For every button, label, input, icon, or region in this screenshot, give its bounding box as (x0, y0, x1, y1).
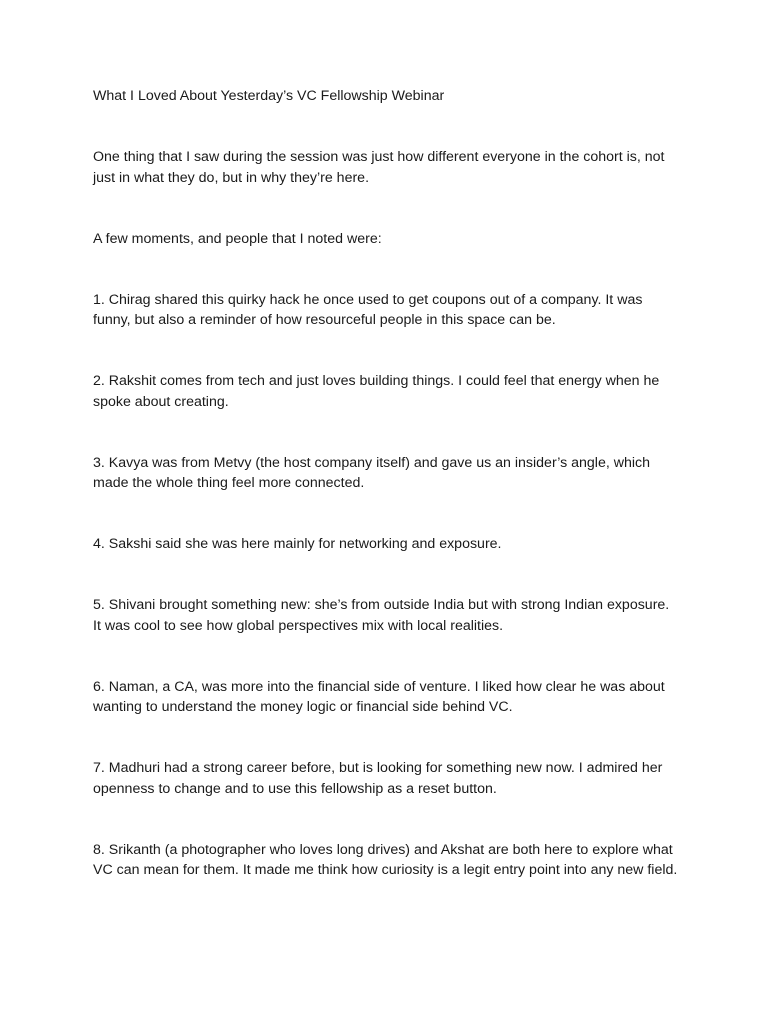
list-item: 1. Chirag shared this quirky hack he once used to get coupons out of a company. It was funny, but also a reminder of how resourceful people in this space can be. (93, 291, 643, 328)
list-item: 6. Naman, a CA, was more into the financial side of venture. I liked how clear he was about wanting to understand the money logic or financial side behind VC. (93, 678, 665, 715)
list-item: 7. Madhuri had a strong career before, but is looking for something new now. I admired her openness to change and to use this fellowship as a reset button. (93, 760, 663, 797)
list-item: 2. Rakshit comes from tech and just loves building things. I could feel that energy when he spoke about creating. (93, 373, 660, 410)
list-item: 3. Kavya was from Metvy (the host company itself) and gave us an insider’s angle, which made the whole thing feel more connected. (93, 454, 650, 491)
document-body (93, 86, 678, 881)
lead-in-paragraph: A few moments, and people that I noted were: (93, 230, 382, 247)
document-title: What I Loved About Yesterday’s VC Fellowship Webinar (93, 88, 445, 104)
list-item: 4. Sakshi said she was here mainly for networking and exposure. (93, 536, 502, 552)
intro-paragraph: One thing that I saw during the session was just how different everyone in the cohort is, not just in what they do, but in why they’re here. (93, 149, 665, 186)
list-item: 8. Srikanth (a photographer who loves long drives) and Akshat are both here to explore what VC can mean for them. It made me think how curiosity is a legit entry point into any new field. (93, 841, 678, 878)
list-item: 5. Shivani brought something new: she’s from outside India but with strong Indian exposure. It was cool to see how global perspectives mix with local realities. (93, 597, 670, 634)
